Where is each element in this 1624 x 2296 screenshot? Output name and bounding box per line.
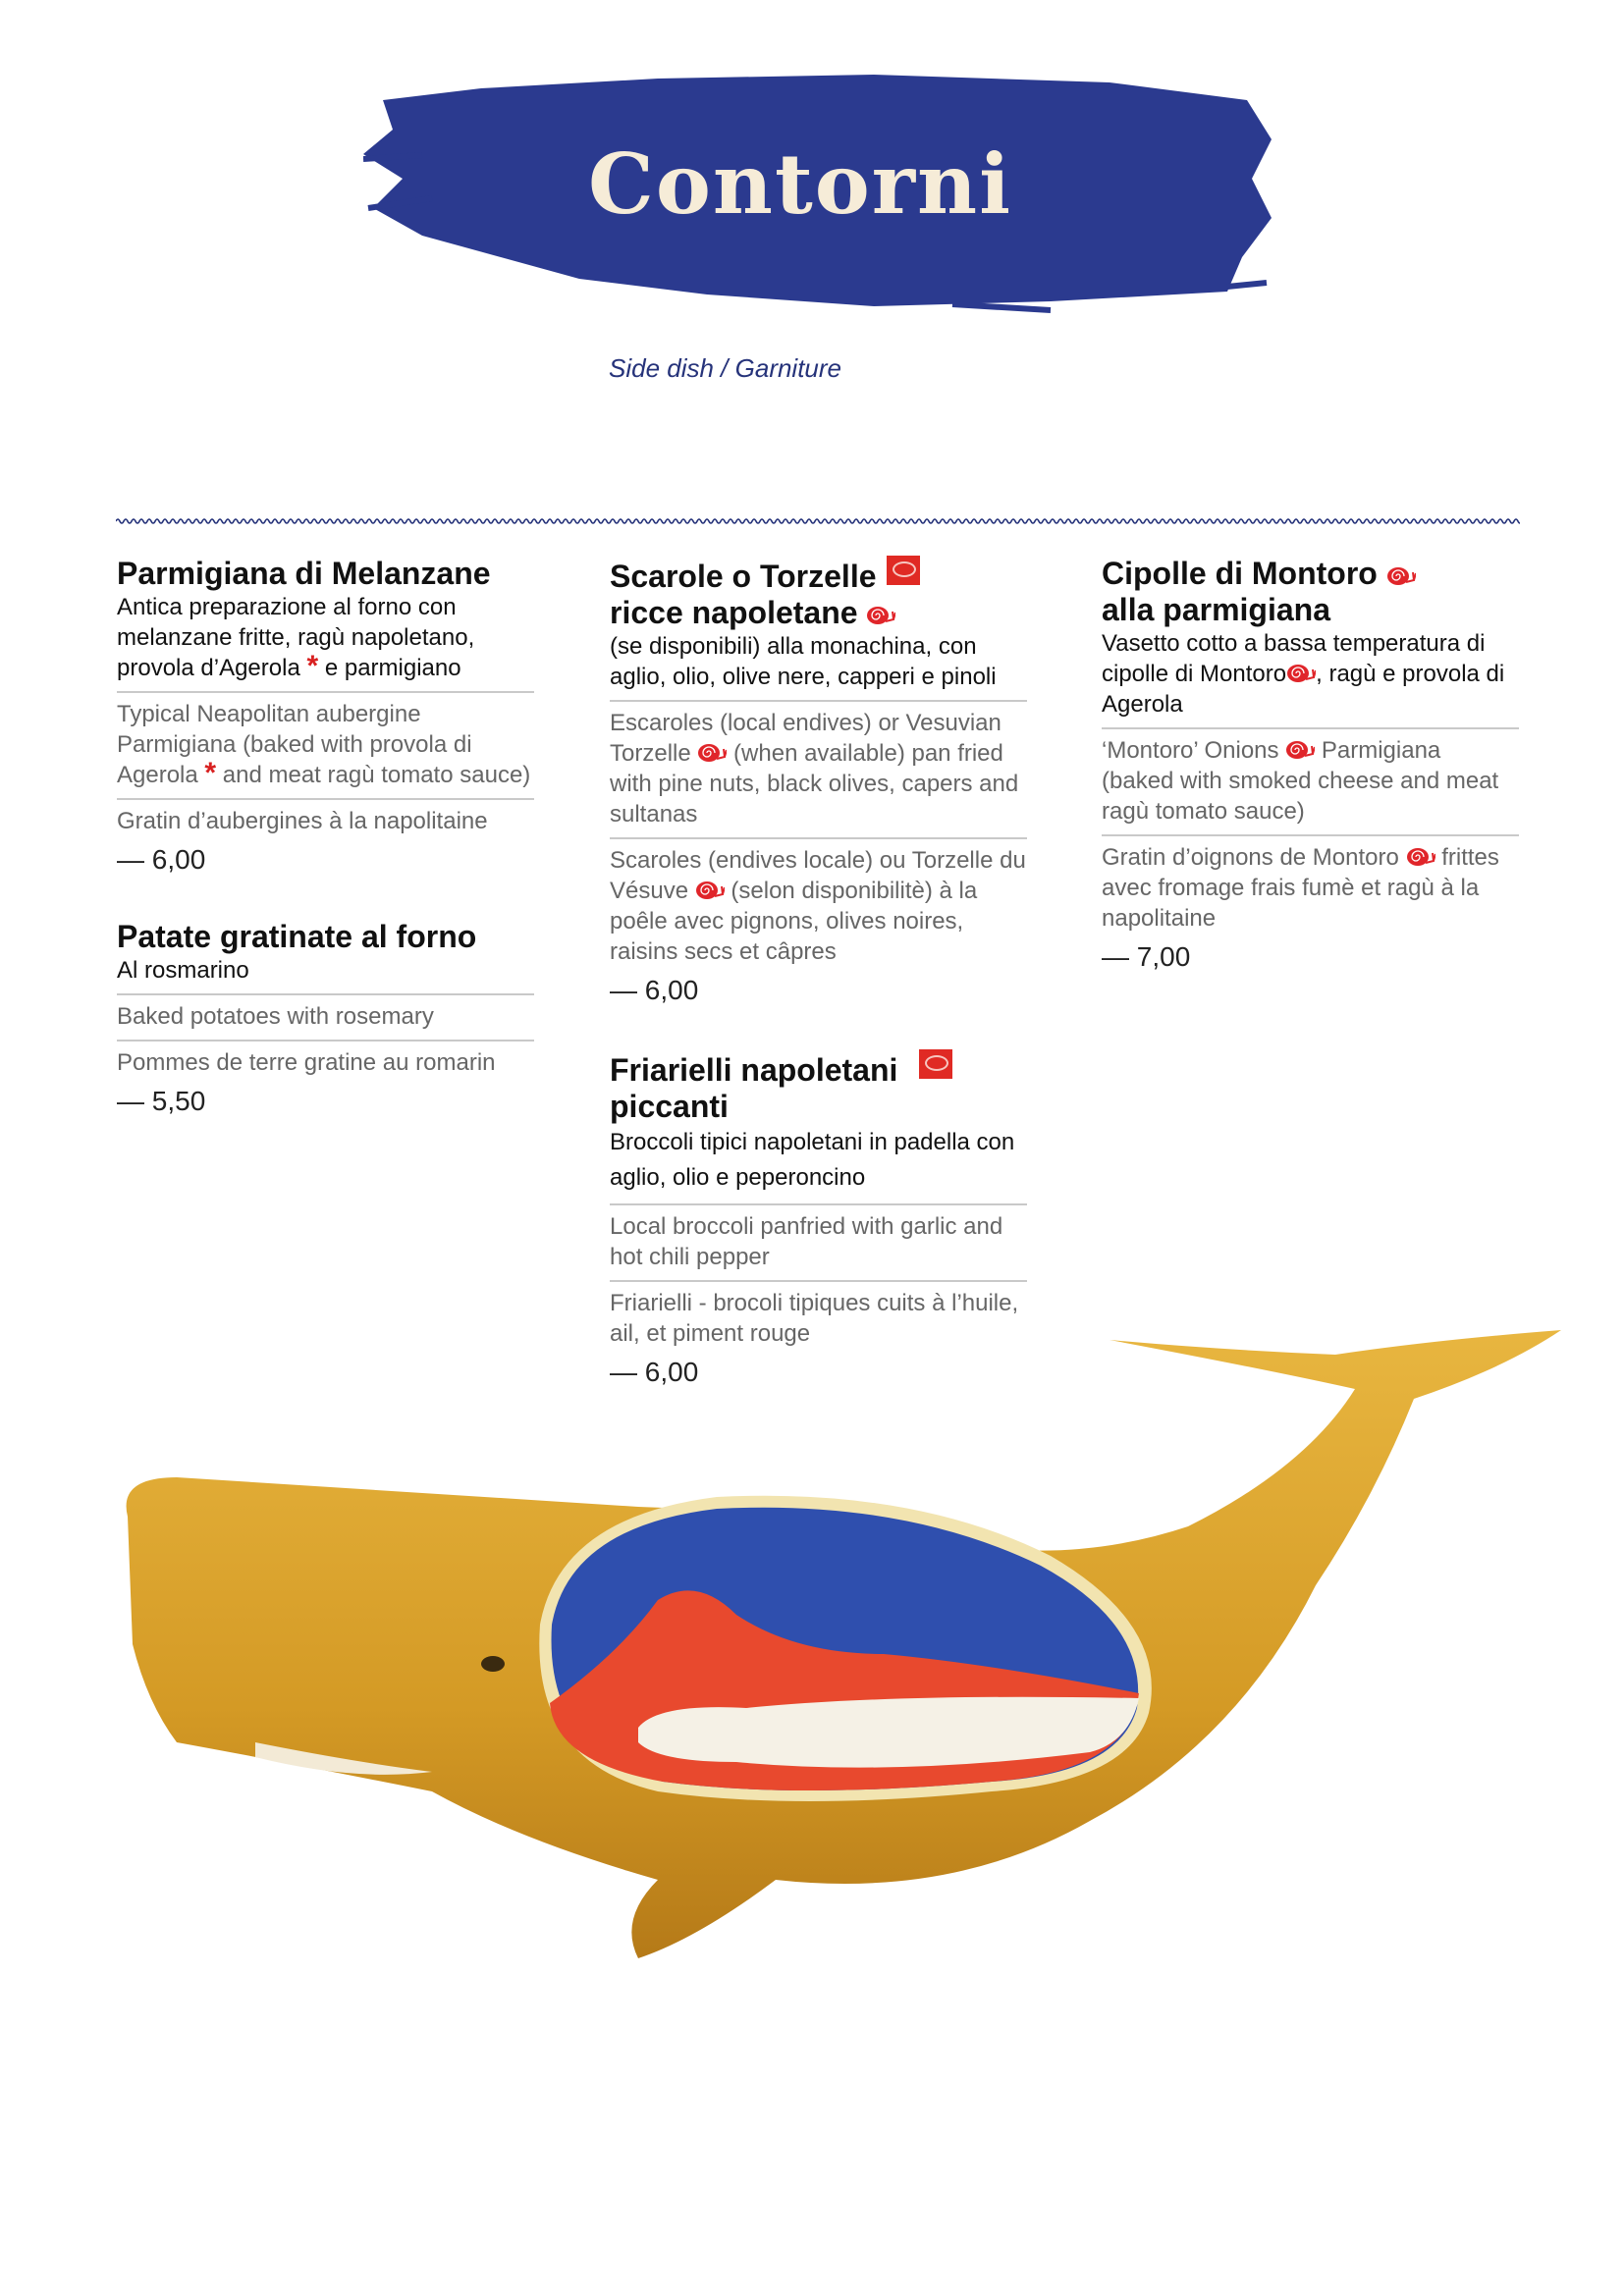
dish-description-fr: Gratin d’aubergines à la napolitaine	[117, 798, 534, 844]
snail-icon	[695, 881, 725, 900]
snail-icon	[697, 743, 727, 763]
snail-icon	[1406, 847, 1435, 867]
dish-description-en: Local broccoli panfried with garlic and hot chili pepper	[610, 1203, 1027, 1280]
dish-name	[1102, 556, 1519, 628]
text: alla parmigiana	[1102, 592, 1330, 627]
menu-column-3	[1102, 556, 1519, 1016]
snail-icon	[1286, 664, 1316, 683]
page-subtitle: Side dish / Garniture	[609, 353, 842, 383]
slow-food-presidium-icon	[887, 556, 920, 585]
snail-icon	[1386, 566, 1416, 586]
dish-name: Patate gratinate al forno	[117, 919, 477, 954]
slow-food-presidium-icon	[919, 1049, 952, 1079]
asterisk-icon: *	[306, 650, 319, 682]
dish-description-fr	[610, 837, 1027, 975]
dish-description-en	[117, 691, 534, 798]
text: (selon disponibilitè) à la poêle avec pignons, olives noires, raisins secs et câpres	[610, 878, 978, 965]
page-title: Contorni	[587, 135, 1013, 233]
dish-name	[610, 556, 1027, 631]
text: e parmigiano	[324, 655, 461, 681]
text: Gratin d’oignons de Montoro	[1102, 844, 1399, 871]
text: (when available) pan fried with pine nuts, black olives, capers and sultanas	[610, 740, 1019, 828]
text: and meat ragù tomato sauce)	[222, 762, 531, 788]
text: Friarielli napoletani	[610, 1052, 898, 1088]
asterisk-icon: *	[204, 757, 217, 789]
text: frittes avec fromage frais fumè et ragù à la napolitaine	[1102, 844, 1499, 932]
text: Parmigiana (baked with smoked cheese and meat ragù tomato sauce)	[1102, 737, 1499, 825]
dish-price: — 7,00	[1102, 941, 1191, 972]
menu-item-parmigiana	[117, 556, 534, 876]
dish-description-it: (se disponibili) alla monachina, con aglio, olio, olive nere, capperi e pinoli	[610, 633, 997, 690]
text: , ragù e provola di Agerola	[1102, 661, 1505, 718]
whale-illustration	[108, 1330, 1571, 2017]
text: Scarole o Torzelle	[610, 559, 877, 594]
dish-description-it	[1102, 628, 1519, 727]
menu-item-patate	[117, 919, 534, 1117]
text: ricce napoletane	[610, 595, 858, 630]
dish-description-fr: Friarielli - brocoli tipiques cuits à l’huile, ail, et piment rouge	[610, 1280, 1027, 1357]
text: Vasetto cotto a bassa temperatura di cipolle di Montoro	[1102, 630, 1486, 687]
dish-description-fr	[1102, 834, 1519, 941]
dish-price: — 5,50	[117, 1086, 206, 1116]
dish-description-it: Al rosmarino	[117, 957, 249, 984]
dish-name: Parmigiana di Melanzane	[117, 556, 491, 591]
snail-icon	[1285, 740, 1315, 760]
text: Scaroles (endives locale) ou Torzelle du Vésuve	[610, 847, 1026, 904]
dish-price: — 6,00	[610, 1357, 699, 1387]
menu-column-1	[117, 556, 534, 1160]
text: ‘Montoro’ Onions	[1102, 737, 1279, 764]
wavy-divider	[116, 514, 1520, 528]
dish-description-fr: Pommes de terre gratine au romarin	[117, 1040, 534, 1086]
text: Antica preparazione al forno con melanzane fritte, ragù napoletano, provola d’Agerola	[117, 594, 475, 681]
dish-description-en: Baked potatoes with rosemary	[117, 993, 534, 1040]
menu-column-2	[610, 556, 1027, 1431]
text: Escaroles (local endives) or Vesuvian Torzelle	[610, 710, 1001, 767]
menu-item-cipolle	[1102, 556, 1519, 973]
snail-icon	[866, 606, 895, 625]
text: Typical Neapolitan aubergine Parmigiana (baked with provola di Agerola	[117, 701, 472, 788]
dish-name	[610, 1049, 1027, 1125]
dish-price: — 6,00	[610, 975, 699, 1005]
text: piccanti	[610, 1089, 729, 1124]
dish-price: — 6,00	[117, 844, 206, 875]
menu-item-scarole	[610, 556, 1027, 1006]
dish-description-it: Broccoli tipici napoletani in padella con aglio, olio e peperoncino	[610, 1129, 1015, 1191]
dish-description-it	[117, 592, 534, 691]
dish-description-en	[1102, 727, 1519, 834]
text: Cipolle di Montoro	[1102, 556, 1378, 591]
dish-description-en	[610, 700, 1027, 837]
